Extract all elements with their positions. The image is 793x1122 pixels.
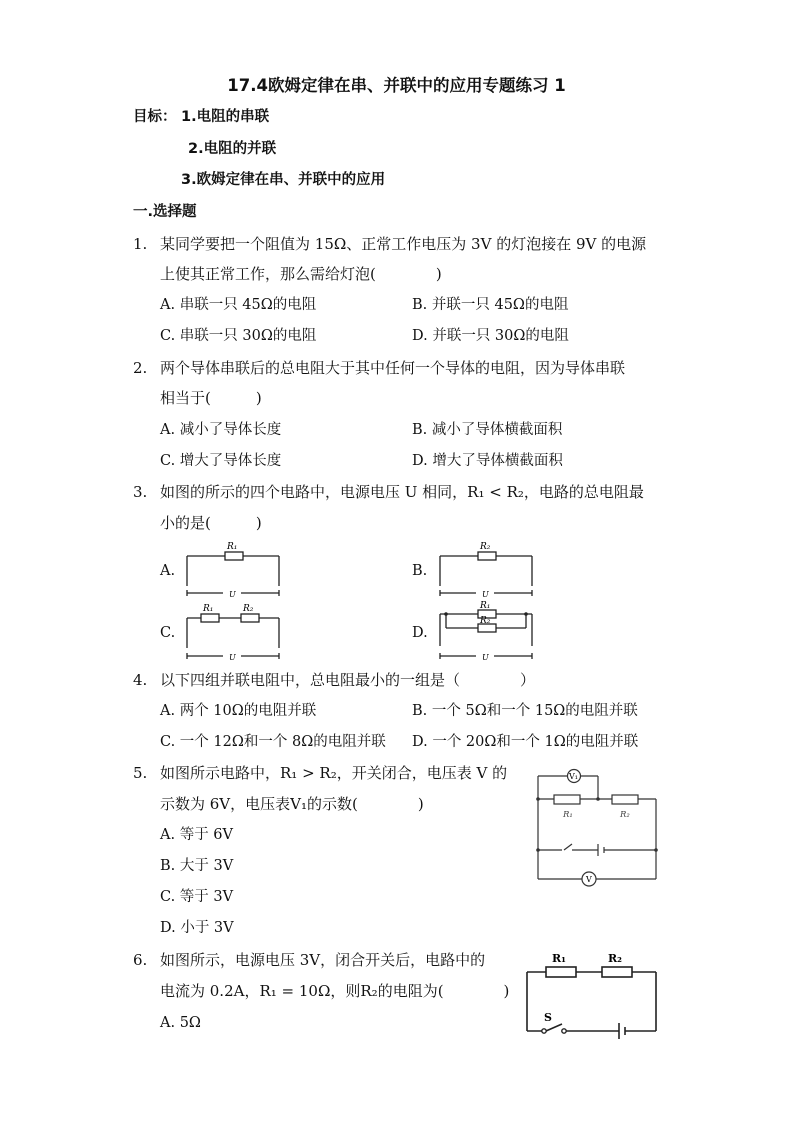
page-title: 17.4欧姆定律在串、并联中的应用专题练习 1 <box>227 76 566 95</box>
label-v1: V₁ <box>569 772 578 781</box>
option-c: C. 一个 12Ω和一个 8Ω的电阻并联 <box>160 734 386 750</box>
label-r2: R₂ <box>620 810 630 820</box>
section-heading: 一.选择题 <box>133 204 197 220</box>
label-s: S <box>544 1011 552 1024</box>
option-a: A. <box>160 563 176 579</box>
option-d: D. 并联一只 30Ω的电阻 <box>412 328 569 344</box>
option-b: B. 大于 3V <box>160 858 234 874</box>
circuit-diagram-c <box>183 602 283 662</box>
question-text: 如图所示，电源电压 3V，闭合开关后，电路中的 <box>160 951 486 969</box>
label-r2: R₂ <box>480 616 491 626</box>
option-a: A. 等于 6V <box>160 827 233 843</box>
label-r2: R₂ <box>243 604 254 614</box>
question-number: 6. <box>133 951 148 969</box>
option-c: C. 增大了导体长度 <box>160 453 282 469</box>
option-a: A. 5Ω <box>160 1015 201 1031</box>
label-v: V <box>586 875 592 884</box>
goal-item-2: 2.电阻的并联 <box>188 141 277 157</box>
circuit-diagram-d <box>436 600 536 662</box>
circuit-diagram-q5 <box>528 764 660 890</box>
label-u: U <box>229 653 236 662</box>
question-text: 如图所示电路中，R₁ > R₂，开关闭合，电压表 V 的 <box>160 764 508 782</box>
option-a: A. 两个 10Ω的电阻并联 <box>160 703 317 719</box>
option-c: C. 等于 3V <box>160 889 234 905</box>
option-d: D. 一个 20Ω和一个 1Ω的电阻并联 <box>412 734 639 750</box>
question-text: 以下四组并联电阻中，总电阻最小的一组是（ ） <box>160 671 536 689</box>
option-b: B. 并联一只 45Ω的电阻 <box>412 297 569 313</box>
question-text: 两个导体串联后的总电阻大于其中任何一个导体的电阻，因为导体串联 <box>160 359 626 377</box>
goal-item-1: 1.电阻的串联 <box>181 109 270 125</box>
label-r1: R₁ <box>552 952 566 965</box>
question-text: 小的是( ) <box>160 514 262 532</box>
option-a: A. 减小了导体长度 <box>160 422 282 438</box>
question-text: 电流为 0.2A，R₁ = 10Ω，则R₂的电阻为( ) <box>160 982 510 1000</box>
label-r1: R₁ <box>480 601 491 611</box>
label-r2: R₂ <box>608 952 622 965</box>
label-r1: R₁ <box>227 542 238 552</box>
option-d: D. <box>412 625 428 641</box>
goals-label: 目标： <box>133 109 177 125</box>
question-number: 4. <box>133 671 148 689</box>
option-d: D. 增大了导体横截面积 <box>412 453 563 469</box>
circuit-diagram-a <box>183 541 283 599</box>
question-number: 2. <box>133 359 148 377</box>
circuit-diagram-b <box>436 541 536 599</box>
option-c: C. <box>160 625 176 641</box>
question-number: 1. <box>133 235 148 253</box>
question-number: 3. <box>133 483 148 501</box>
option-b: B. 减小了导体横截面积 <box>412 422 563 438</box>
option-b: B. <box>412 563 428 579</box>
goal-item-3: 3.欧姆定律在串、并联中的应用 <box>181 172 386 188</box>
label-r2: R₂ <box>480 542 491 552</box>
circuit-diagram-q6 <box>522 950 662 1046</box>
question-text: 示数为 6V，电压表V₁的示数( ) <box>160 795 424 813</box>
option-b: B. 一个 5Ω和一个 15Ω的电阻并联 <box>412 703 638 719</box>
label-u: U <box>229 590 236 599</box>
option-c: C. 串联一只 30Ω的电阻 <box>160 328 317 344</box>
label-u: U <box>482 653 489 662</box>
label-r1: R₁ <box>563 810 573 820</box>
option-a: A. 串联一只 45Ω的电阻 <box>160 297 317 313</box>
question-text: 相当于( ) <box>160 389 262 407</box>
question-text: 某同学要把一个阻值为 15Ω、正常工作电压为 3V 的灯泡接在 9V 的电源 <box>160 235 647 253</box>
question-number: 5. <box>133 764 148 782</box>
question-text: 如图的所示的四个电路中，电源电压 U 相同，R₁ < R₂，电路的总电阻最 <box>160 483 644 501</box>
label-r1: R₁ <box>203 604 214 614</box>
question-text: 上使其正常工作，那么需给灯泡( ) <box>160 265 442 283</box>
label-u: U <box>482 590 489 599</box>
option-d: D. 小于 3V <box>160 920 234 936</box>
